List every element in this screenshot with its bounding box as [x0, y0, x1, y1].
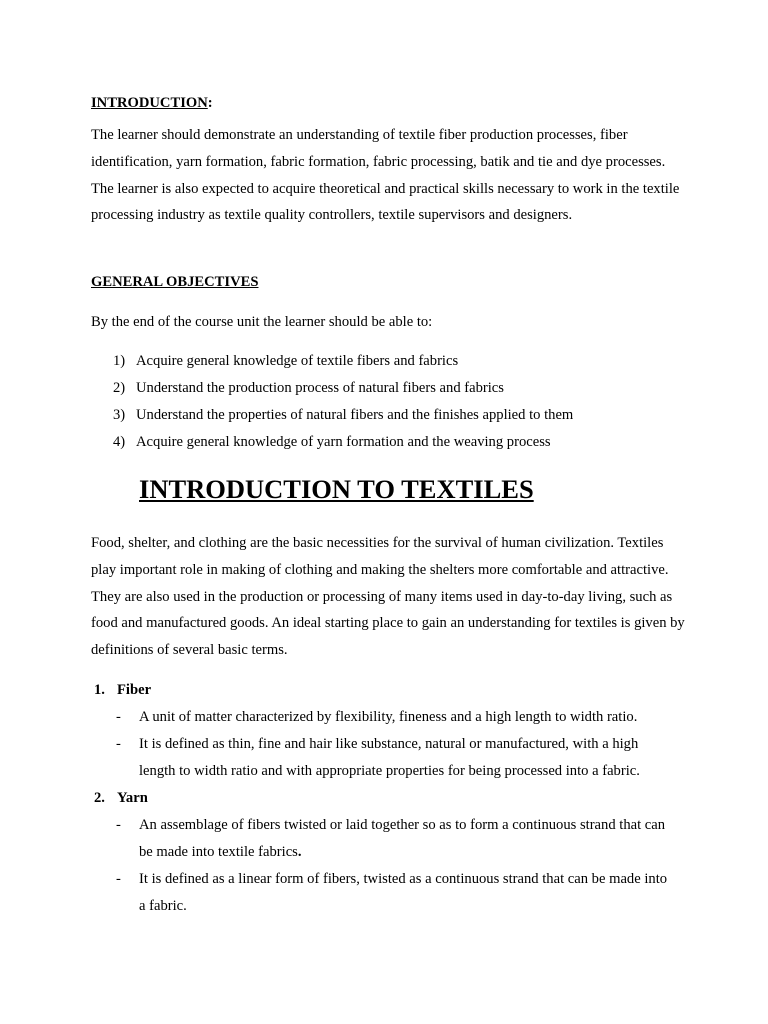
- definition-text: It is defined as a linear form of fibers, twisted as a continuous strand that can be made into a fabric.: [139, 871, 668, 914]
- term-number: 1.: [94, 682, 105, 698]
- definition-text: [139, 812, 676, 866]
- term-name: Fiber: [117, 682, 152, 698]
- definition-item: [116, 812, 676, 866]
- definition-text-body: An assemblage of fibers twisted or laid together so as to form a continuous strand that can be made into textile fabrics: [139, 817, 666, 860]
- introduction-heading-colon: :: [207, 95, 213, 111]
- definition-item: [116, 866, 676, 920]
- list-item: [113, 402, 573, 429]
- section-paragraph: Food, shelter, and clothing are the basic necessities for the survival of human civilization. Textiles play important role in making of clothing and making the shelters more comfortable and attractive. They are also used in the production or processing of many items used in day-to-day living, such as food and manufactured goods. An ideal starting place to gain an understanding for textiles is given by definitions of several basic terms.: [91, 535, 685, 659]
- list-item-text: Understand the properties of natural fibers and the finishes applied to them: [136, 407, 574, 423]
- dash-bullet: -: [116, 709, 121, 725]
- definition-item: [116, 731, 676, 785]
- introduction-heading-text: INTRODUCTION: [91, 95, 208, 111]
- general-objectives-heading: GENERAL OBJECTIVES: [91, 274, 259, 290]
- section-title: INTRODUCTION TO TEXTILES: [139, 474, 534, 504]
- term-fiber-heading: [94, 680, 151, 700]
- term-yarn-heading: [94, 788, 148, 808]
- term-name: Yarn: [117, 790, 148, 806]
- introduction-heading: [91, 94, 213, 112]
- definition-item: [116, 704, 676, 731]
- list-item-number: 4): [113, 434, 126, 450]
- list-item-number: 1): [113, 353, 126, 369]
- list-item-number: 3): [113, 407, 126, 423]
- list-item: [113, 348, 573, 375]
- term-number: 2.: [94, 790, 105, 806]
- definition-text: A unit of matter characterized by flexibility, fineness and a high length to width ratio.: [139, 709, 638, 725]
- objectives-list: [113, 348, 573, 456]
- list-item: [113, 429, 573, 456]
- introduction-paragraph: The learner should demonstrate an understanding of textile fiber production processes, fiber identification, yarn formation, fabric formation, fabric processing, batik and tie and dye processes. The learner is also expected to acquire theoretical and practical skills necessary to work in the textile processing industry as textile quality controllers, textile supervisors and designers.: [91, 127, 680, 224]
- list-item-text: Acquire general knowledge of textile fibers and fabrics: [136, 353, 459, 369]
- list-item-number: 2): [113, 380, 126, 396]
- dash-bullet: -: [116, 871, 121, 887]
- dash-bullet: -: [116, 817, 121, 833]
- list-item-text: Acquire general knowledge of yarn formation and the weaving process: [136, 434, 551, 450]
- list-item-text: Understand the production process of natural fibers and fabrics: [136, 380, 504, 396]
- definition-text: It is defined as thin, fine and hair like substance, natural or manufactured, with a high length to width ratio and with appropriate properties for being processed into a fabric.: [139, 736, 640, 779]
- list-item: [113, 375, 573, 402]
- objectives-lead: By the end of the course unit the learner should be able to:: [91, 314, 433, 330]
- dash-bullet: -: [116, 736, 121, 752]
- definition-period: .: [297, 843, 302, 860]
